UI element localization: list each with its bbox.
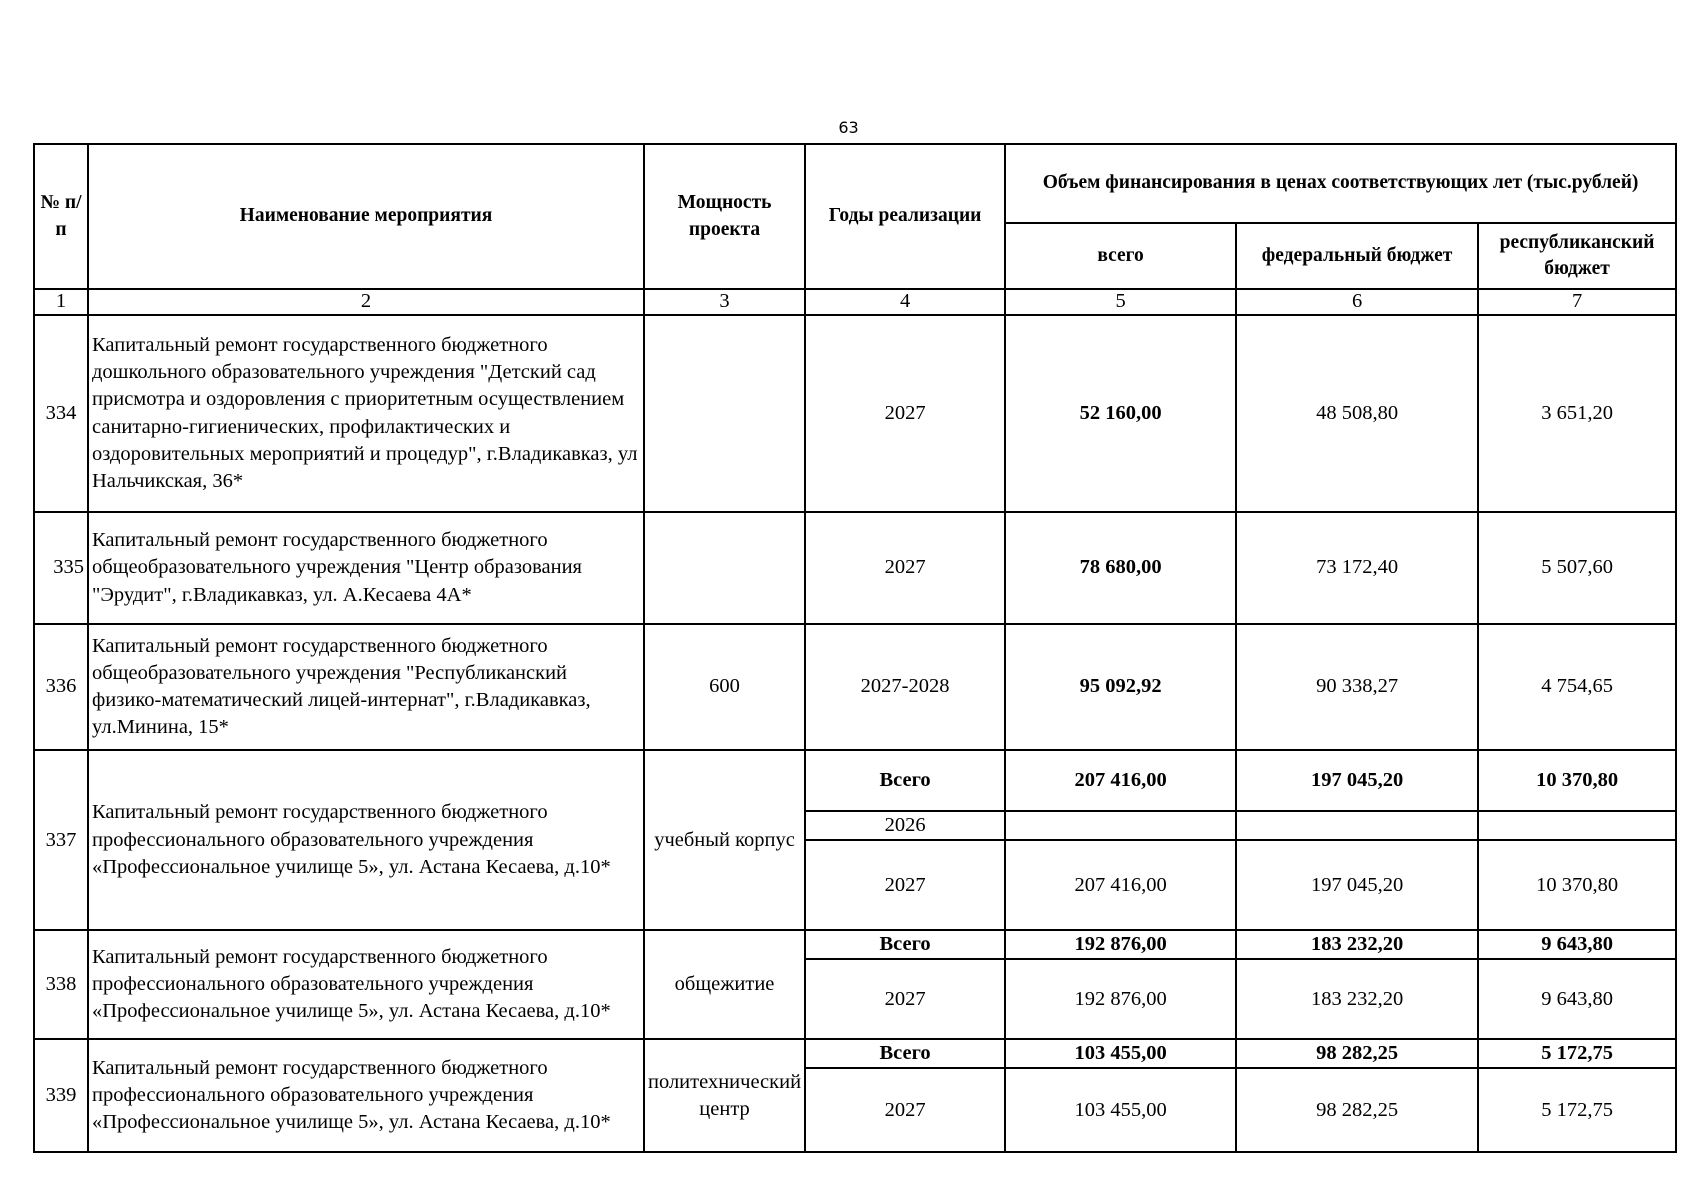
federal-amount: 183 232,20 bbox=[1236, 930, 1478, 959]
total-amount: 52 160,00 bbox=[1005, 315, 1236, 512]
header-republic: республиканский бюджет bbox=[1478, 223, 1676, 289]
republic-amount: 5 507,60 bbox=[1478, 512, 1676, 624]
header-capacity: Мощность проекта bbox=[644, 144, 805, 289]
total-amount: 207 416,00 bbox=[1005, 840, 1236, 930]
col-number: 1 bbox=[34, 289, 88, 315]
measure-name: Капитальный ремонт государственного бюджетного профессионального образовательного учреждения «Профессиональное училище 5», ул. Астана Кесаева, д.10* bbox=[88, 930, 644, 1039]
total-amount: 192 876,00 bbox=[1005, 930, 1236, 959]
federal-amount: 48 508,80 bbox=[1236, 315, 1478, 512]
col-number: 5 bbox=[1005, 289, 1236, 315]
capacity: учебный корпус bbox=[644, 750, 805, 930]
header-name: Наименование мероприятия bbox=[88, 144, 644, 289]
financing-table bbox=[33, 143, 1677, 1153]
header-federal: федеральный бюджет bbox=[1236, 223, 1478, 289]
row-number: 334 bbox=[34, 315, 88, 512]
row-number: 336 bbox=[34, 624, 88, 750]
republic-amount: 3 651,20 bbox=[1478, 315, 1676, 512]
row-number: 337 bbox=[34, 750, 88, 930]
republic-amount: 5 172,75 bbox=[1478, 1039, 1676, 1068]
year: 2027 bbox=[805, 959, 1005, 1039]
header-num: № п/п bbox=[34, 144, 88, 289]
table-row bbox=[34, 512, 1676, 624]
total-amount: 207 416,00 bbox=[1005, 750, 1236, 811]
year: 2027 bbox=[805, 840, 1005, 930]
total-amount: 103 455,00 bbox=[1005, 1068, 1236, 1152]
col-number: 7 bbox=[1478, 289, 1676, 315]
page-number: 63 bbox=[838, 118, 859, 137]
table-row bbox=[34, 315, 1676, 512]
total-amount: 103 455,00 bbox=[1005, 1039, 1236, 1068]
total-amount: 192 876,00 bbox=[1005, 959, 1236, 1039]
column-numbers-row bbox=[34, 289, 1676, 315]
measure-name: Капитальный ремонт государственного бюджетного дошкольного образовательного учреждения "Детский сад присмотра и оздоровления с приоритетным осуществлением санитарно-гигиенических, профилактических и оздоровительных мероприятий и процедур", г.Владикавказ, ул Нальчикская, 36* bbox=[88, 315, 644, 512]
republic-amount: 9 643,80 bbox=[1478, 959, 1676, 1039]
federal-amount bbox=[1236, 811, 1478, 840]
capacity bbox=[644, 512, 805, 624]
year-summary: Всего bbox=[805, 1039, 1005, 1068]
col-number: 4 bbox=[805, 289, 1005, 315]
capacity bbox=[644, 315, 805, 512]
measure-name: Капитальный ремонт государственного бюджетного общеобразовательного учреждения "Центр образования "Эрудит", г.Владикавказ, ул. А.Кесаева 4А* bbox=[88, 512, 644, 624]
col-number: 6 bbox=[1236, 289, 1478, 315]
table-row bbox=[34, 1039, 1676, 1068]
republic-amount: 5 172,75 bbox=[1478, 1068, 1676, 1152]
col-number: 2 bbox=[88, 289, 644, 315]
federal-amount: 197 045,20 bbox=[1236, 840, 1478, 930]
row-number: 339 bbox=[34, 1039, 88, 1152]
federal-amount: 197 045,20 bbox=[1236, 750, 1478, 811]
federal-amount: 98 282,25 bbox=[1236, 1039, 1478, 1068]
header-funding: Объем финансирования в ценах соответствующих лет (тыс.рублей) bbox=[1005, 144, 1676, 223]
col-number: 3 bbox=[644, 289, 805, 315]
year: 2026 bbox=[805, 811, 1005, 840]
republic-amount: 10 370,80 bbox=[1478, 840, 1676, 930]
year: 2027 bbox=[805, 1068, 1005, 1152]
table-row bbox=[34, 624, 1676, 750]
year: 2027 bbox=[805, 512, 1005, 624]
republic-amount: 10 370,80 bbox=[1478, 750, 1676, 811]
federal-amount: 73 172,40 bbox=[1236, 512, 1478, 624]
header-years: Годы реализации bbox=[805, 144, 1005, 289]
header-row-top bbox=[34, 144, 1676, 223]
capacity: 600 bbox=[644, 624, 805, 750]
capacity: общежитие bbox=[644, 930, 805, 1039]
year: 2027 bbox=[805, 315, 1005, 512]
federal-amount: 183 232,20 bbox=[1236, 959, 1478, 1039]
measure-name: Капитальный ремонт государственного бюджетного профессионального образовательного учреждения «Профессиональное училище 5», ул. Астана Кесаева, д.10* bbox=[88, 1039, 644, 1152]
row-number: 338 bbox=[34, 930, 88, 1039]
republic-amount: 4 754,65 bbox=[1478, 624, 1676, 750]
federal-amount: 90 338,27 bbox=[1236, 624, 1478, 750]
capacity: политехнический центр bbox=[644, 1039, 805, 1152]
total-amount bbox=[1005, 811, 1236, 840]
measure-name: Капитальный ремонт государственного бюджетного профессионального образовательного учреждения «Профессиональное училище 5», ул. Астана Кесаева, д.10* bbox=[88, 750, 644, 930]
table-row bbox=[34, 750, 1676, 811]
table-row bbox=[34, 930, 1676, 959]
measure-name: Капитальный ремонт государственного бюджетного общеобразовательного учреждения "Республиканский физико-математический лицей-интернат", г.Владикавказ, ул.Минина, 15* bbox=[88, 624, 644, 750]
republic-amount: 9 643,80 bbox=[1478, 930, 1676, 959]
row-number: 335 bbox=[34, 512, 88, 624]
total-amount: 78 680,00 bbox=[1005, 512, 1236, 624]
year-summary: Всего bbox=[805, 750, 1005, 811]
header-total: всего bbox=[1005, 223, 1236, 289]
year-summary: Всего bbox=[805, 930, 1005, 959]
year: 2027-2028 bbox=[805, 624, 1005, 750]
republic-amount bbox=[1478, 811, 1676, 840]
federal-amount: 98 282,25 bbox=[1236, 1068, 1478, 1152]
total-amount: 95 092,92 bbox=[1005, 624, 1236, 750]
